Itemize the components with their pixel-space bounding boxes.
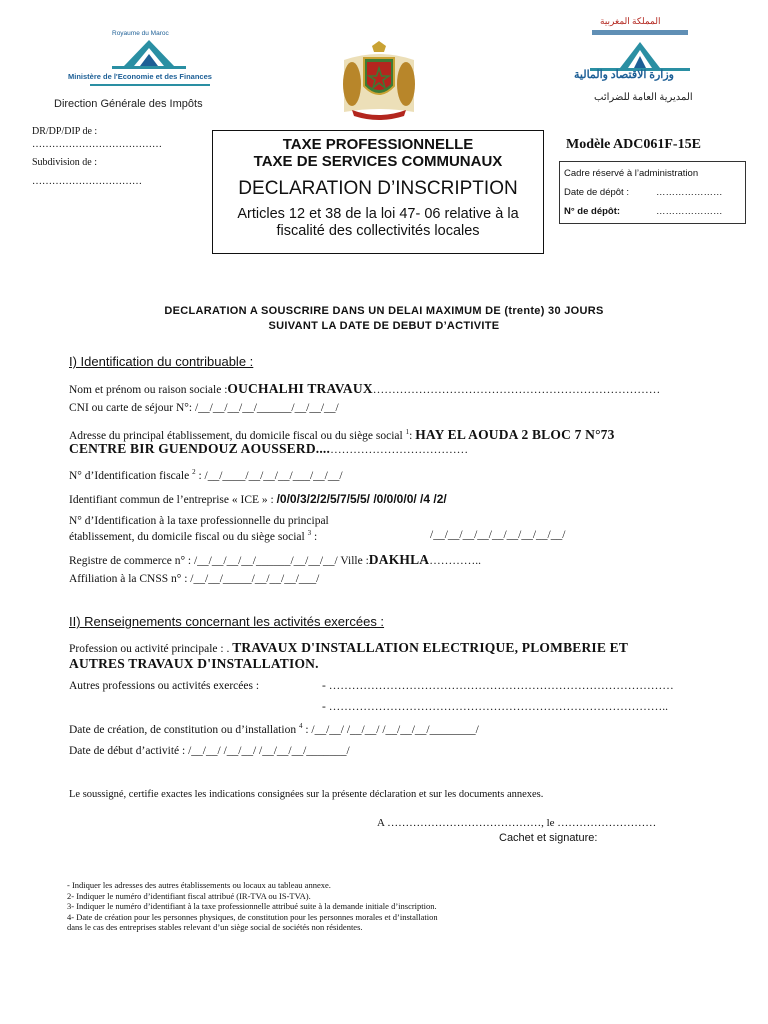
tp-colon: :: [313, 530, 318, 543]
adresse-row-2: [69, 441, 468, 457]
profession-row: [69, 640, 628, 656]
creation-slots: : /__/__/ /__/__/ /__/__/__/________/: [305, 723, 479, 736]
ville-dots: …………..: [429, 555, 482, 567]
ice-value: /0/0/3/2/2/5/7/5/5/ /0/0/0/0/ /4 /2/: [276, 492, 447, 506]
section-1-title: I) Identification du contribuable :: [69, 354, 254, 369]
title-line-2: TAXE DE SERVICES COMMUNAUX: [253, 153, 503, 170]
if-row: [69, 468, 343, 482]
adresse-dots: ………………………………: [330, 444, 469, 456]
admin-reserved-box: [559, 161, 746, 224]
nom-value: OUCHALHI TRAVAUX: [227, 381, 373, 396]
adresse-value-line-2: CENTRE BIR GUENDOUZ AOUSSERD....: [69, 441, 331, 456]
arabic-ministry-logo: [560, 16, 720, 116]
subdivision-label: Subdivision de :: [32, 157, 98, 168]
ville-label: Ville :: [340, 555, 369, 567]
if-slots: : /__/____/__/__/__/___/__/__/: [198, 469, 343, 482]
adresse-label: Adresse du principal établissement, du domicile fiscal ou du siège social: [69, 430, 403, 442]
footnote-3: 3- Indiquer le numéro d’identifiant à la taxe professionnelle attribué suite à la demande initiale d’inscription.: [67, 901, 437, 911]
num-depot-dots: …………………: [656, 206, 723, 217]
ice-row: [69, 492, 447, 506]
dr-label: DR/DP/DIP de :: [32, 126, 98, 137]
profession-value-line-2: AUTRES TRAVAUX D'INSTALLATION.: [69, 656, 319, 671]
date-depot-label: Date de dépôt :: [564, 187, 629, 198]
nom-label: Nom et prénom ou raison sociale :: [69, 384, 228, 396]
dr-dots: …………………………………: [32, 139, 162, 150]
footnotes: [67, 880, 438, 933]
nom-dots: …………………………………………………………………: [372, 384, 661, 396]
profession-label: Profession ou activité principale : .: [69, 643, 230, 655]
autres-label: Autres professions ou activités exercées :: [69, 680, 260, 692]
ice-label: Identifiant commun de l’entreprise « ICE » :: [69, 494, 274, 506]
cachet-signature-label: Cachet et signature:: [499, 832, 598, 844]
footnote-2: 2- Indiquer le numéro d’identifiant fiscal attribué (IR-TVA ou IS-TVA).: [67, 890, 311, 901]
notice-line-1: DECLARATION A SOUSCRIRE DANS UN DELAI MAXIMUM DE (trente) 30 JOURS: [164, 305, 604, 317]
logo-ministry-name: Ministère de l'Economie et des Finances: [68, 72, 212, 81]
notice-line-2: SUIVANT LA DATE DE DEBUT D’ACTIVITE: [268, 320, 500, 332]
tp-label-line-1: N° d’Identification à la taxe professionnelle du principal: [69, 515, 329, 527]
admin-num-row: [564, 206, 741, 217]
adresse-footnote-ref: 1: [405, 428, 410, 437]
ville-value: DAKHLA: [368, 552, 430, 567]
arabic-kingdom: المملكة المغربية: [600, 16, 661, 26]
admin-box-title: Cadre réservé à l’administration: [564, 168, 699, 179]
admin-date-row: [564, 187, 741, 198]
org-name: Direction Générale des Impôts: [54, 98, 203, 110]
tp-label-text: établissement, du domicile fiscal ou du siège social: [69, 530, 305, 543]
dgi-emblem-icon: [104, 38, 194, 72]
creation-row: [69, 722, 479, 736]
adresse-row: Adresse du principal établissement, du domicile fiscal ou du siège social $^1$: HAY EL AOUDA 2 BLOC 7 N°73: [69, 427, 615, 442]
section-2-title: II) Renseignements concernant les activités exercées :: [69, 614, 385, 629]
if-footnote-ref: 2: [192, 468, 196, 476]
nom-row: [69, 381, 660, 397]
footnote-1: - Indiquer les adresses des autres établissements ou locaux au tableau annexe.: [67, 880, 331, 890]
footnote-4-continued: dans le cas des entreprises stables relevant d’un siège social de sociétés non résidentes.: [67, 922, 363, 932]
title-box: [212, 130, 544, 254]
title-articles: Articles 12 et 38 de la loi 47- 06 relative à la fiscalité des collectivités locales: [237, 206, 519, 239]
arabic-org-name: المديرية العامة للضرائب: [594, 92, 693, 103]
rc-label: Registre de commerce n° : /__/__/__/__/______/__/__/__/: [69, 555, 338, 567]
signature-place-date: A ……………………………………, le ………………………: [377, 817, 657, 829]
autres-dots-1: - ………………………………………………………………………………: [322, 680, 674, 692]
profession-value-line-1: TRAVAUX D'INSTALLATION ELECTRIQUE, PLOMBERIE ET: [232, 640, 629, 655]
autres-dots-2: - ……………………………………………………………………………..: [322, 701, 668, 713]
adresse-value-line-1: HAY EL AOUDA 2 BLOC 7 N°73: [415, 427, 615, 442]
profession-row-2: [69, 656, 319, 672]
logo-caption-top: Royaume du Maroc: [112, 30, 169, 37]
dgi-logo: [54, 30, 260, 115]
arabic-ministry-name: وزارة الاقتصاد والمالية: [574, 69, 674, 81]
subdivision-dots: ……………………………: [32, 176, 142, 187]
footnote-4: 4- Date de création pour les personnes physiques, de constitution pour les personnes morales et d’installation: [67, 911, 438, 922]
rc-row: [69, 552, 481, 568]
num-depot-label: N° de dépôt:: [564, 206, 621, 217]
certification-text: Le soussigné, certifie exactes les indications consignées sur la présente déclaration et sur les documents annexes.: [69, 789, 544, 800]
tp-footnote-ref: 3: [307, 529, 312, 537]
coat-of-arms-icon: [338, 40, 420, 120]
title-line-1: TAXE PROFESSIONNELLE: [282, 136, 474, 153]
cni-row: CNI ou carte de séjour N°: /__/__/__/__/______/__/__/__/: [69, 402, 339, 414]
title-declaration: DECLARATION D’INSCRIPTION: [238, 178, 518, 199]
date-depot-dots: …………………: [656, 187, 723, 198]
logo-underline: [90, 84, 210, 86]
cnss-row: Affiliation à la CNSS n° : /__/__/_____/__/__/__/___/: [69, 573, 320, 585]
tp-slots: /__/__/__/__/__/__/__/__/__/: [430, 529, 566, 541]
creation-footnote-ref: 4: [298, 722, 303, 730]
if-label: N° d’Identification fiscale: [69, 469, 190, 482]
model-reference: Modèle ADC061F-15E: [566, 137, 701, 152]
tp-label-line-2: [69, 529, 317, 543]
creation-label: Date de création, de constitution ou d’installation: [69, 723, 297, 736]
debut-row: Date de début d’activité : /__/__/ /__/__/ /__/__/__/_______/: [69, 745, 350, 757]
